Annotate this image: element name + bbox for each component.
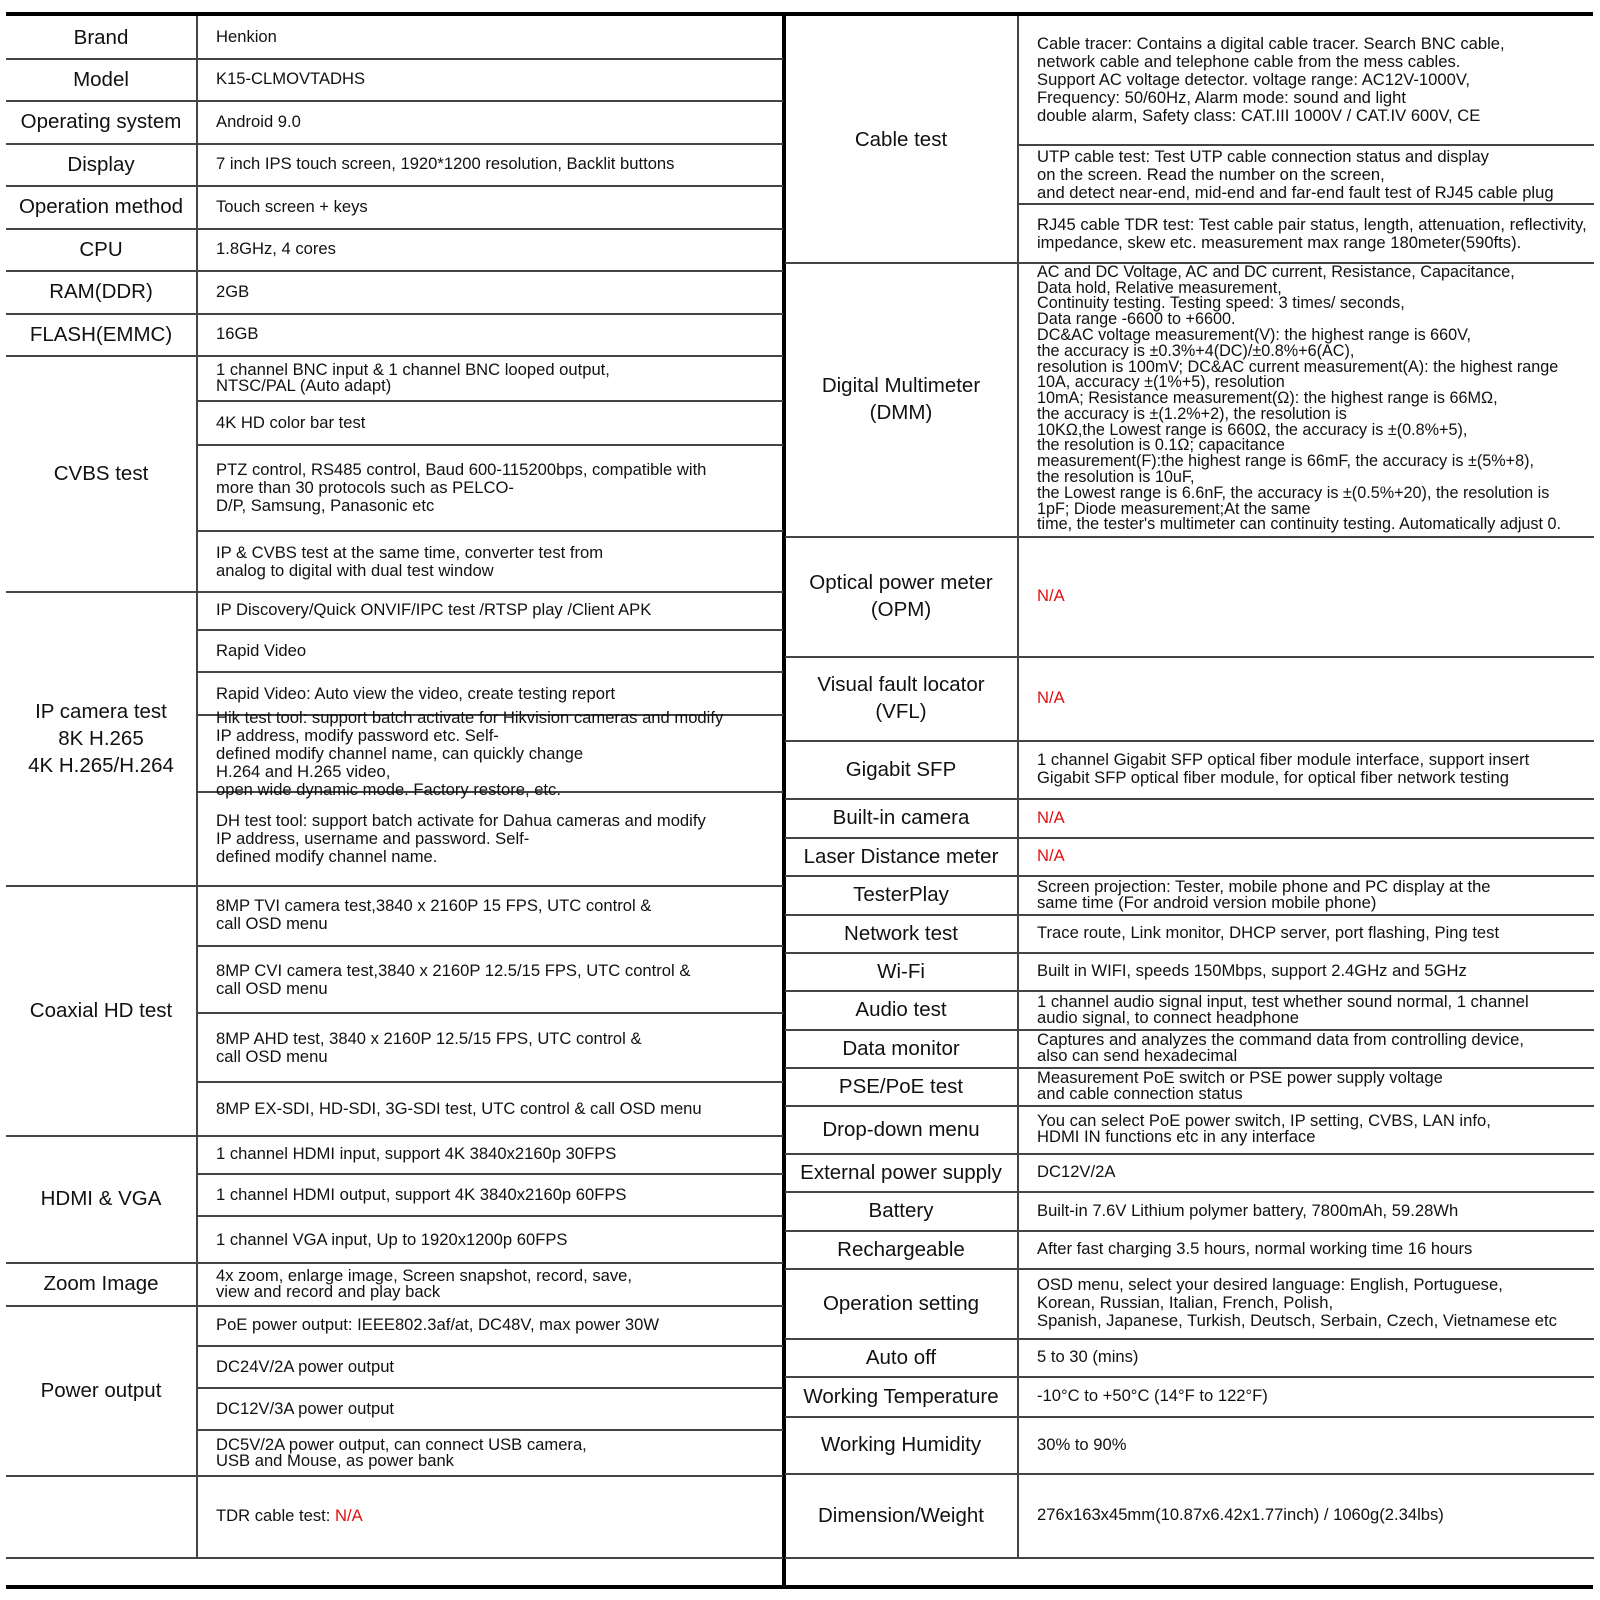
spec-value: 8MP TVI camera test,3840 x 2160P 15 FPS, UTC control & call OSD menu [198, 885, 783, 947]
spec-label: FLASH(EMMC) [6, 313, 198, 355]
spec-values [198, 100, 783, 143]
spec-value: 1 channel Gigabit SFP optical fiber module interface, support insert Gigabit SFP optical fiber module, for optical fiber network testing [1037, 750, 1530, 787]
spec-values [1019, 1268, 1594, 1338]
spec-label: Drop-down menu [785, 1105, 1019, 1153]
spec-values [1019, 1067, 1594, 1105]
spec-value: Built in WIFI, speeds 150Mbps, support 2.4GHz and 5GHz [1037, 961, 1467, 980]
spec-label: Coaxial HD test [6, 885, 198, 1135]
spec-label: Rechargeable [785, 1230, 1019, 1268]
spec-label: Display [6, 143, 198, 185]
spec-values [198, 355, 783, 591]
spec-row-ram-ddr [6, 270, 783, 315]
spec-value: RJ45 cable TDR test: Test cable pair status, length, attenuation, reflectivity, impedance, skew etc. measurement max range 180meter(590fts). [1037, 214, 1587, 252]
na-value: N/A [334, 1506, 363, 1525]
spec-values [1019, 16, 1594, 262]
spec-label: Zoom Image [6, 1262, 198, 1305]
spec-values [1019, 262, 1594, 536]
spec-values [198, 58, 783, 100]
spec-value-text [1037, 689, 1065, 707]
spec-value: AC and DC Voltage, AC and DC current, Resistance, Capacitance, Data hold, Relative measurement, Continuity testing. Testing speed: 3 times/ seconds, Data range -6600 to +6600. DC&AC voltage measurement(V): the highest range is 660V, the accuracy is ±0.3%+4(DC)/±0.8%+6(AC), resolution is 100mV; DC&AC current measurement(A): the highest range 10A, accuracy ±(1%+5), resolution 10mA; Resistance measurement(Ω): the highest range is 66MΩ, the accuracy is ±(1.2%+2), the resolution is 10KΩ,the Lowest range is 660Ω, the accuracy is ±(0.8%+5), the resolution is 0.1Ω; capacitance measurement(F):the highest range is 66mF, the accuracy is ±(5%+8), the resolution is 10uF, the Lowest range is 6.6nF, the accuracy is ±(0.5%+20), the resolution is 1pF; Diode measurement;At the same time, the tester's multimeter can continuity testing. Automatically adjust 0. [1037, 262, 1562, 534]
spec-values [1019, 798, 1594, 837]
spec-label: Visual fault locator (VFL) [785, 656, 1019, 740]
spec-value: 1 channel audio signal input, test whether sound normal, 1 channel audio signal, to connect headphone [1037, 991, 1529, 1027]
spec-label: Operating system [6, 100, 198, 143]
spec-value: Rapid Video [198, 631, 783, 673]
spec-row-dimension-weight [785, 1473, 1594, 1559]
spec-value: Android 9.0 [216, 111, 301, 131]
spec-label: Wi-Fi [785, 952, 1019, 990]
spec-label: Working Humidity [785, 1416, 1019, 1473]
spec-value: 30% to 90% [1037, 1434, 1127, 1454]
spec-value: Henkion [216, 27, 277, 46]
spec-value: -10°C to +50°C (14°F to 122°F) [1037, 1386, 1268, 1405]
spec-row-hdmi-vga [6, 1135, 783, 1264]
spec-label: Data monitor [785, 1029, 1019, 1067]
spec-label: Laser Distance meter [785, 837, 1019, 875]
spec-values [1019, 875, 1594, 914]
spec-value: Built-in 7.6V Lithium polymer battery, 7800mAh, 59.28Wh [1037, 1200, 1459, 1220]
spec-value: 8MP CVI camera test,3840 x 2160P 12.5/15 FPS, UTC control & call OSD menu [198, 947, 783, 1014]
spec-values [198, 185, 783, 228]
spec-value: DC12V/3A power output [198, 1389, 783, 1431]
spec-value: 1 channel HDMI input, support 4K 3840x2160p 30FPS [198, 1135, 783, 1175]
spec-value: 4K HD color bar test [198, 402, 783, 446]
spec-value: PoE power output: IEEE802.3af/at, DC48V, max power 30W [198, 1305, 783, 1347]
spec-row-brand [6, 16, 783, 60]
spec-value: Trace route, Link monitor, DHCP server, port flashing, Ping test [1037, 923, 1500, 942]
spec-label: Brand [6, 16, 198, 58]
na-value: N/A [1037, 846, 1065, 865]
spec-row-visual-fault-locator [785, 656, 1594, 742]
spec-values [198, 313, 783, 355]
spec-row-cvbs-test [6, 355, 783, 593]
spec-value: 8MP EX-SDI, HD-SDI, 3G-SDI test, UTC control & call OSD menu [216, 1099, 702, 1118]
spec-row-network-test [785, 914, 1594, 954]
spec-value: K15-CLMOVTADHS [216, 69, 366, 88]
spec-value: Hik test tool: support batch activate for Hikvision cameras and modify IP address, modify password etc. Self- defined modify channel name, can quickly change H.264 and H.265 video, open wide dynamic mode. Factory restore, etc. [198, 716, 783, 793]
spec-value [1019, 656, 1594, 740]
spec-values [1019, 656, 1594, 740]
spec-row-drop-down-menu [785, 1105, 1594, 1155]
spec-value: 1.8GHz, 4 cores [216, 239, 336, 258]
spec-value [1019, 837, 1594, 875]
spec-values [198, 228, 783, 270]
spec-value: 7 inch IPS touch screen, 1920*1200 resolution, Backlit buttons [216, 154, 675, 173]
spec-row-flash-emmc [6, 313, 783, 357]
spec-row-gigabit-sfp [785, 740, 1594, 800]
spec-row-ip-camera-test [6, 591, 783, 887]
spec-row-built-in-camera [785, 798, 1594, 839]
spec-label: Gigabit SFP [785, 740, 1019, 798]
spec-label: TesterPlay [785, 875, 1019, 914]
spec-row-working-humidity [785, 1416, 1594, 1475]
spec-values [198, 143, 783, 185]
spec-label: Audio test [785, 990, 1019, 1029]
spec-label: RAM(DDR) [6, 270, 198, 313]
spec-label: Optical power meter (OPM) [785, 536, 1019, 656]
spec-value [1019, 536, 1594, 656]
spec-row-power-output [6, 1305, 783, 1477]
spec-label: CVBS test [6, 355, 198, 591]
na-value: N/A [1037, 807, 1065, 827]
spec-value: IP & CVBS test at the same time, converter test from analog to digital with dual test window [216, 542, 604, 580]
spec-values [1019, 990, 1594, 1029]
spec-value: 276x163x45mm(10.87x6.42x1.77inch) / 1060g(2.34lbs) [1037, 1505, 1444, 1524]
spec-value-text [216, 1507, 363, 1525]
spec-row-optical-power-meter [785, 536, 1594, 658]
value-prefix: TDR cable test: [216, 1506, 335, 1525]
spec-values [198, 1475, 783, 1557]
spec-row-operation-setting [785, 1268, 1594, 1340]
spec-label: Built-in camera [785, 798, 1019, 837]
spec-value: Captures and analyzes the command data from controlling device, also can send hexadecimal [1037, 1030, 1525, 1065]
spec-label: Power output [6, 1305, 198, 1475]
spec-row-coaxial-hd-test [6, 885, 783, 1137]
right-spec-column [785, 16, 1594, 1586]
spec-value: DC5V/2A power output, can connect USB camera, USB and Mouse, as power bank [216, 1435, 587, 1470]
spec-value: Touch screen + keys [216, 196, 368, 216]
spec-value: DC12V/2A [1037, 1162, 1116, 1181]
spec-label: HDMI & VGA [6, 1135, 198, 1262]
spec-values [1019, 1376, 1594, 1416]
spec-label: Dimension/Weight [785, 1473, 1019, 1557]
spec-row-battery [785, 1191, 1594, 1232]
na-value: N/A [1037, 688, 1065, 707]
spec-row-laser-distance-meter [785, 837, 1594, 877]
spec-value: IP Discovery/Quick ONVIF/IPC test /RTSP play /Client APK [198, 591, 783, 631]
spec-row-digital-multimeter [785, 262, 1594, 538]
spec-row-pse-poe-test [785, 1067, 1594, 1107]
spec-row-operation-method [6, 185, 783, 230]
spec-values [1019, 1029, 1594, 1067]
spec-values [1019, 1105, 1594, 1153]
spec-value [198, 1475, 783, 1557]
spec-row-audio-test [785, 990, 1594, 1031]
spec-row-cable-test [785, 16, 1594, 264]
spec-label: PSE/PoE test [785, 1067, 1019, 1105]
spec-value: Screen projection: Tester, mobile phone and PC display at the same time (For android version mobile phone) [1037, 876, 1491, 912]
spec-value: You can select PoE power switch, IP setting, CVBS, LAN info, HDMI IN functions etc in any interface [1037, 1111, 1491, 1146]
spec-values [198, 1135, 783, 1262]
spec-value: PTZ control, RS485 control, Baud 600-115200bps, compatible with more than 30 protocols such as PELCO- D/P, Samsung, Panasonic etc [198, 446, 783, 532]
spec-row-data-monitor [785, 1029, 1594, 1069]
spec-value: Cable tracer: Contains a digital cable tracer. Search BNC cable, network cable and telephone cable from the mess cables. Support AC voltage detector. voltage range: AC12V-1000V, Frequency: 50/60Hz, Alarm mode: sound and light double alarm, Safety class: CAT.III 1000V / CAT.IV 600V, CE [1019, 16, 1594, 146]
spec-value: Measurement PoE switch or PSE power supply voltage and cable connection status [1037, 1068, 1443, 1103]
spec-label: Digital Multimeter (DMM) [785, 262, 1019, 536]
na-value: N/A [1037, 586, 1065, 605]
spec-label: Model [6, 58, 198, 100]
spec-value: OSD menu, select your desired language: English, Portuguese, Korean, Russian, Italian, French, Polish, Spanish, Japanese, Turkish, Deutsch, Serbain, Czech, Vietnamese etc [1037, 1275, 1557, 1330]
spec-values [198, 16, 783, 58]
spec-value: 8MP AHD test, 3840 x 2160P 12.5/15 FPS, UTC control & call OSD menu [198, 1014, 783, 1083]
spec-row-testerplay [785, 875, 1594, 916]
spec-values [1019, 740, 1594, 798]
spec-value: 16GB [216, 324, 259, 343]
spec-row-wi-fi [785, 952, 1594, 992]
spec-values [1019, 1473, 1594, 1557]
spec-label: Battery [785, 1191, 1019, 1230]
spec-row-cpu [6, 228, 783, 272]
spec-value: DH test tool: support batch activate for Dahua cameras and modify IP address, username and password. Self- defined modify channel name. [216, 811, 706, 866]
spec-row-working-temperature [785, 1376, 1594, 1418]
spec-label: Auto off [785, 1338, 1019, 1376]
spec-value: 1 channel BNC input & 1 channel BNC looped output, NTSC/PAL (Auto adapt) [198, 355, 783, 402]
spec-value: UTP cable test: Test UTP cable connection status and display on the screen. Read the number on the screen, and detect near-end, mid-end and far-end fault test of RJ45 cable plug [1019, 146, 1594, 205]
spec-label: Network test [785, 914, 1019, 952]
spec-value: 2GB [216, 281, 250, 301]
spec-values [1019, 1153, 1594, 1191]
left-spec-column [6, 16, 783, 1586]
spec-label: Cable test [785, 16, 1019, 262]
spec-value: 1 channel VGA input, Up to 1920x1200p 60FPS [216, 1229, 568, 1249]
spec-value: Rapid Video: Auto view the video, create testing report [198, 673, 783, 716]
spec-values [1019, 1230, 1594, 1268]
spec-label: IP camera test 8K H.265 4K H.265/H.264 [6, 591, 198, 885]
spec-value: 1 channel HDMI output, support 4K 3840x2160p 60FPS [198, 1175, 783, 1217]
spec-value: DC24V/2A power output [198, 1347, 783, 1389]
spec-row-blank [6, 1475, 783, 1559]
spec-values [1019, 536, 1594, 656]
spec-value: 5 to 30 (mins) [1037, 1347, 1139, 1366]
spec-row-operating-system [6, 100, 783, 145]
spec-values [1019, 952, 1594, 990]
spec-value [1019, 798, 1594, 837]
spec-label: CPU [6, 228, 198, 270]
spec-row-rechargeable [785, 1230, 1594, 1270]
spec-row-model [6, 58, 783, 102]
spec-label [6, 1475, 198, 1557]
spec-values [198, 1305, 783, 1475]
spec-values [198, 885, 783, 1135]
spec-value-text [1037, 847, 1065, 865]
spec-values [1019, 837, 1594, 875]
spec-values [198, 591, 783, 885]
spec-row-external-power-supply [785, 1153, 1594, 1193]
spec-value: After fast charging 3.5 hours, normal working time 16 hours [1037, 1239, 1473, 1258]
spec-values [1019, 1191, 1594, 1230]
spec-values [1019, 914, 1594, 952]
spec-value-text [1037, 587, 1065, 605]
spec-row-zoom-image [6, 1262, 783, 1307]
spec-values [198, 1262, 783, 1305]
spec-row-auto-off [785, 1338, 1594, 1378]
spec-value-text [1037, 809, 1065, 827]
spec-label: External power supply [785, 1153, 1019, 1191]
spec-values [1019, 1416, 1594, 1473]
spec-values [198, 270, 783, 313]
spec-label: Operation method [6, 185, 198, 228]
spec-label: Working Temperature [785, 1376, 1019, 1416]
spec-value: 4x zoom, enlarge image, Screen snapshot, record, save, view and record and play back [216, 1265, 632, 1301]
spec-row-display [6, 143, 783, 187]
spec-label: Operation setting [785, 1268, 1019, 1338]
spec-values [1019, 1338, 1594, 1376]
